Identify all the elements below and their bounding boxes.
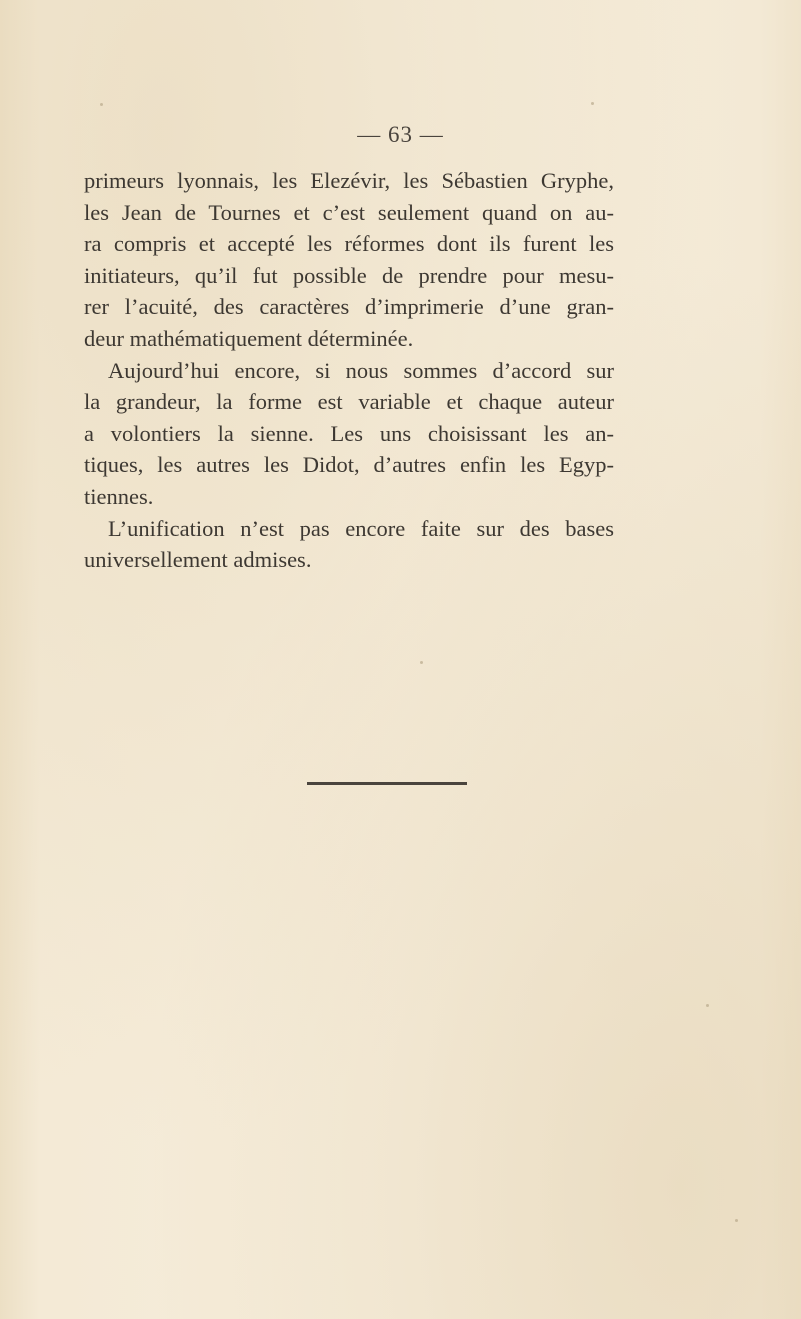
paragraph-3 [84, 513, 614, 576]
paper-speck [591, 102, 594, 105]
body-text [84, 165, 614, 576]
text-line: universellement admises. [84, 547, 312, 573]
paper-speck [100, 103, 103, 106]
text-line: ra compris et accepté les réformes dont ils furent les [84, 231, 614, 257]
text-line: initiateurs, qu’il fut possible de prendre pour mesu- [84, 262, 614, 288]
text-line: a volontiers la sienne. Les uns choisissant les an- [84, 420, 614, 446]
text-line: Aujourd’hui encore, si nous sommes d’accord sur [108, 357, 614, 383]
paragraph-1 [84, 165, 614, 355]
text-line: tiques, les autres les Didot, d’autres enfin les Egyp- [84, 452, 614, 478]
paper-speck [735, 1219, 738, 1222]
text-line: rer l’acuité, des caractères d’imprimerie d’une gran- [84, 294, 614, 320]
page-number: — 63 — [357, 122, 444, 147]
end-rule [307, 782, 467, 785]
text-line: L’unification n’est pas encore faite sur des bases [108, 515, 614, 541]
paper-speck [420, 661, 423, 664]
text-line: primeurs lyonnais, les Elezévir, les Sébastien Gryphe, [84, 168, 614, 193]
text-line: deur mathématiquement déterminée. [84, 325, 414, 351]
paper-speck [706, 1004, 709, 1007]
text-line: les Jean de Tournes et c’est seulement quand on au- [84, 199, 614, 225]
text-line: la grandeur, la forme est variable et chaque auteur [84, 389, 614, 415]
paragraph-2 [84, 355, 614, 513]
text-line: tiennes. [84, 483, 154, 509]
